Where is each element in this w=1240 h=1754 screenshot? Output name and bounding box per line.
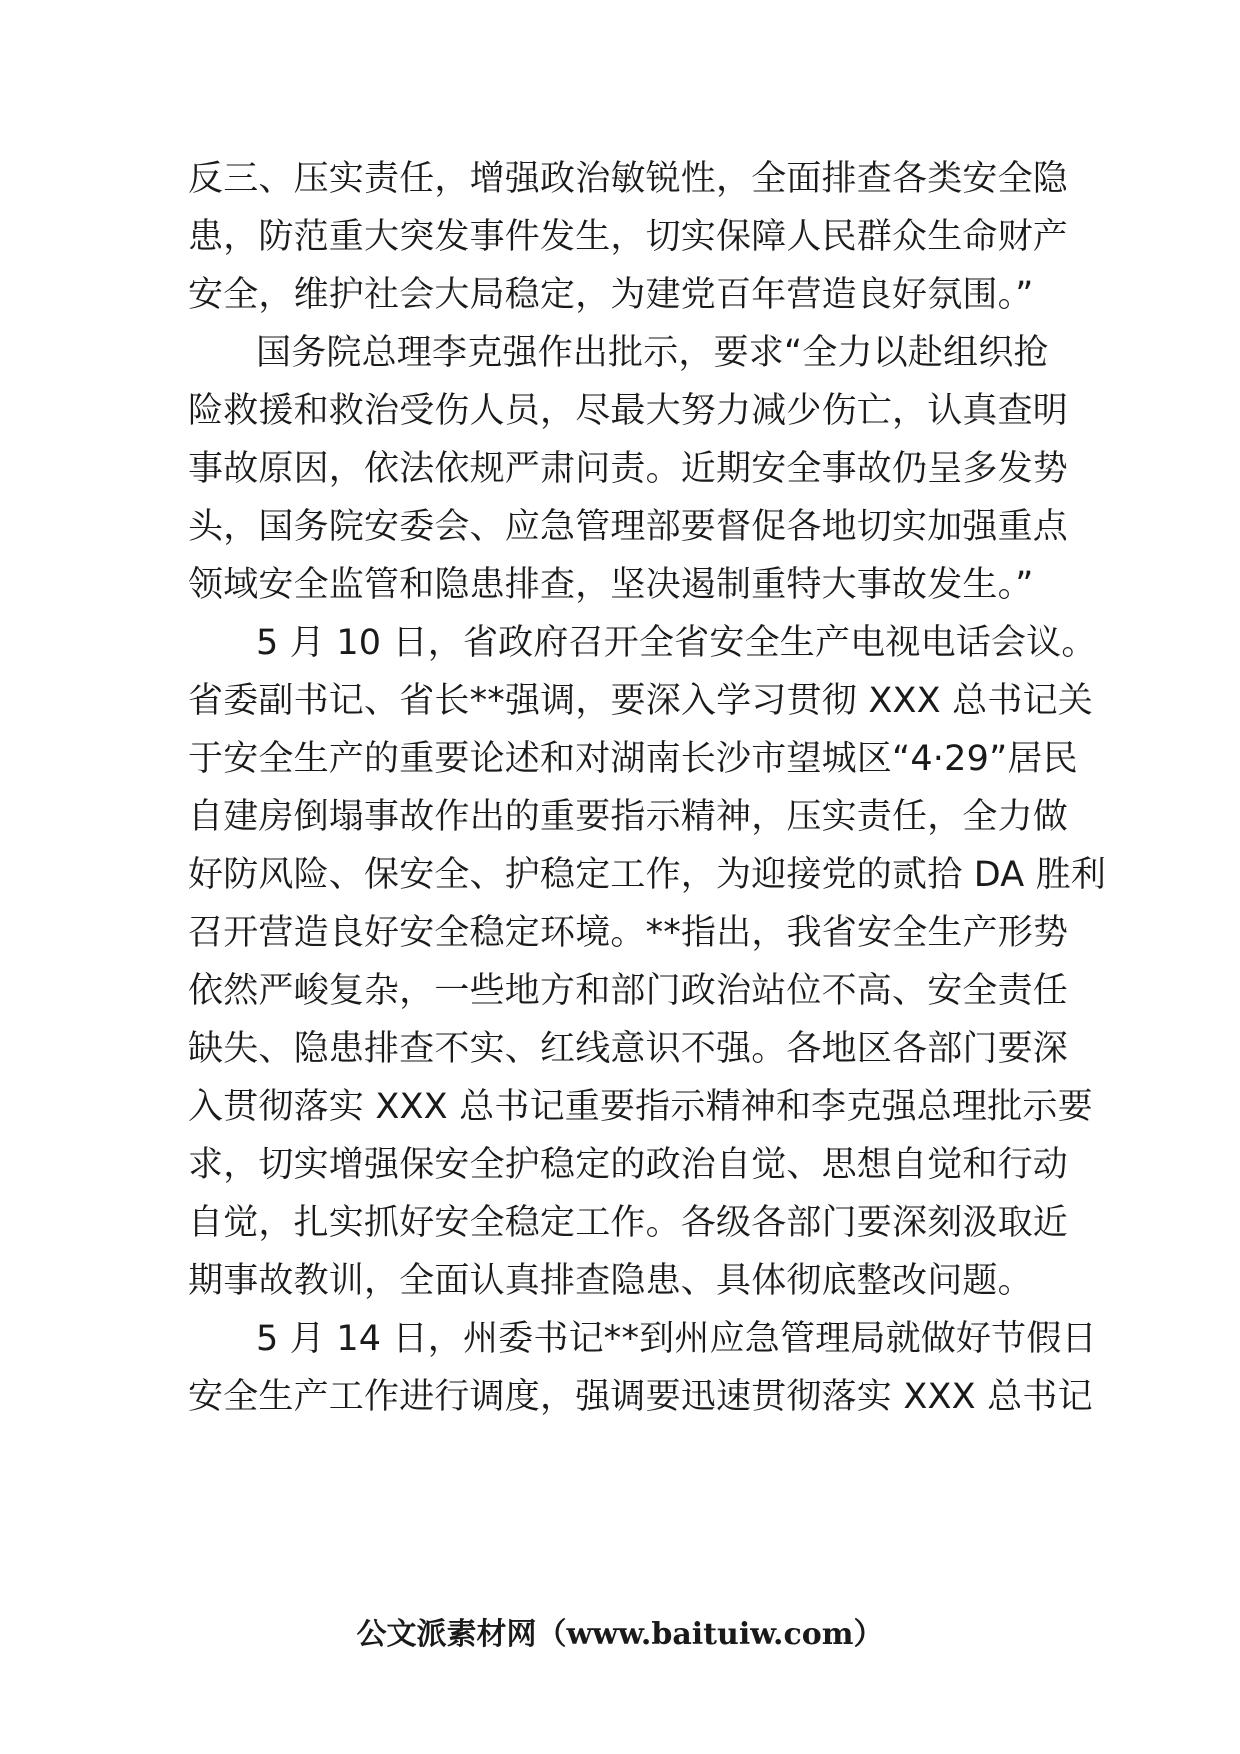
text-line: 头，国务院安委会、应急管理部要督促各地切实加强重点 <box>188 507 1069 547</box>
text-line: 反三、压实责任，增强政治敏锐性，全面排查各类安全隐 <box>188 159 1069 199</box>
text-line: 缺失、隐患排查不实、红线意识不强。各地区各部门要深 <box>188 1029 1069 1069</box>
text-line: 召开营造良好安全稳定环境。**指出，我省安全生产形势 <box>188 913 1069 953</box>
text-line: 入贯彻落实 XXX 总书记重要指示精神和李克强总理批示要 <box>188 1087 1093 1127</box>
text-line: 自觉，扎实抓好安全稳定工作。各级各部门要深刻汲取近 <box>188 1203 1069 1243</box>
paragraph-first-line: 国务院总理李克强作出批示，要求“全力以赴组织抢 <box>256 333 1049 373</box>
text-line: 安全，维护社会大局稳定，为建党百年营造良好氛围。” <box>188 275 1034 315</box>
text-line: 依然严峻复杂，一些地方和部门政治站位不高、安全责任 <box>188 971 1069 1011</box>
paragraph-first-line: 5 月 10 日，省政府召开全省安全生产电视电话会议。 <box>256 623 1097 663</box>
footer-watermark: 公文派素材网（www.baituiw.com） <box>356 1617 884 1652</box>
text-line: 求，切实增强保安全护稳定的政治自觉、思想自觉和行动 <box>188 1145 1069 1185</box>
text-line: 领域安全监管和隐患排查，坚决遏制重特大事故发生。” <box>188 565 1034 605</box>
text-line: 期事故教训，全面认真排查隐患、具体彻底整改问题。 <box>188 1261 1033 1301</box>
text-line: 患，防范重大突发事件发生，切实保障人民群众生命财产 <box>188 217 1069 257</box>
text-line: 险救援和救治受伤人员，尽最大努力减少伤亡，认真查明 <box>188 391 1069 431</box>
text-line: 省委副书记、省长**强调，要深入学习贯彻 XXX 总书记关 <box>188 681 1093 721</box>
text-line: 事故原因，依法依规严肃问责。近期安全事故仍呈多发势 <box>188 449 1069 489</box>
text-line: 安全生产工作进行调度，强调要迅速贯彻落实 XXX 总书记 <box>188 1377 1093 1417</box>
text-line: 好防风险、保安全、护稳定工作，为迎接党的贰拾 DA 胜利 <box>188 855 1107 895</box>
paragraph-first-line: 5 月 14 日，州委书记**到州应急管理局就做好节假日 <box>256 1319 1097 1359</box>
text-line: 自建房倒塌事故作出的重要指示精神，压实责任，全力做 <box>188 797 1069 837</box>
text-line: 于安全生产的重要论述和对湖南长沙市望城区“4·29”居民 <box>188 739 1078 779</box>
